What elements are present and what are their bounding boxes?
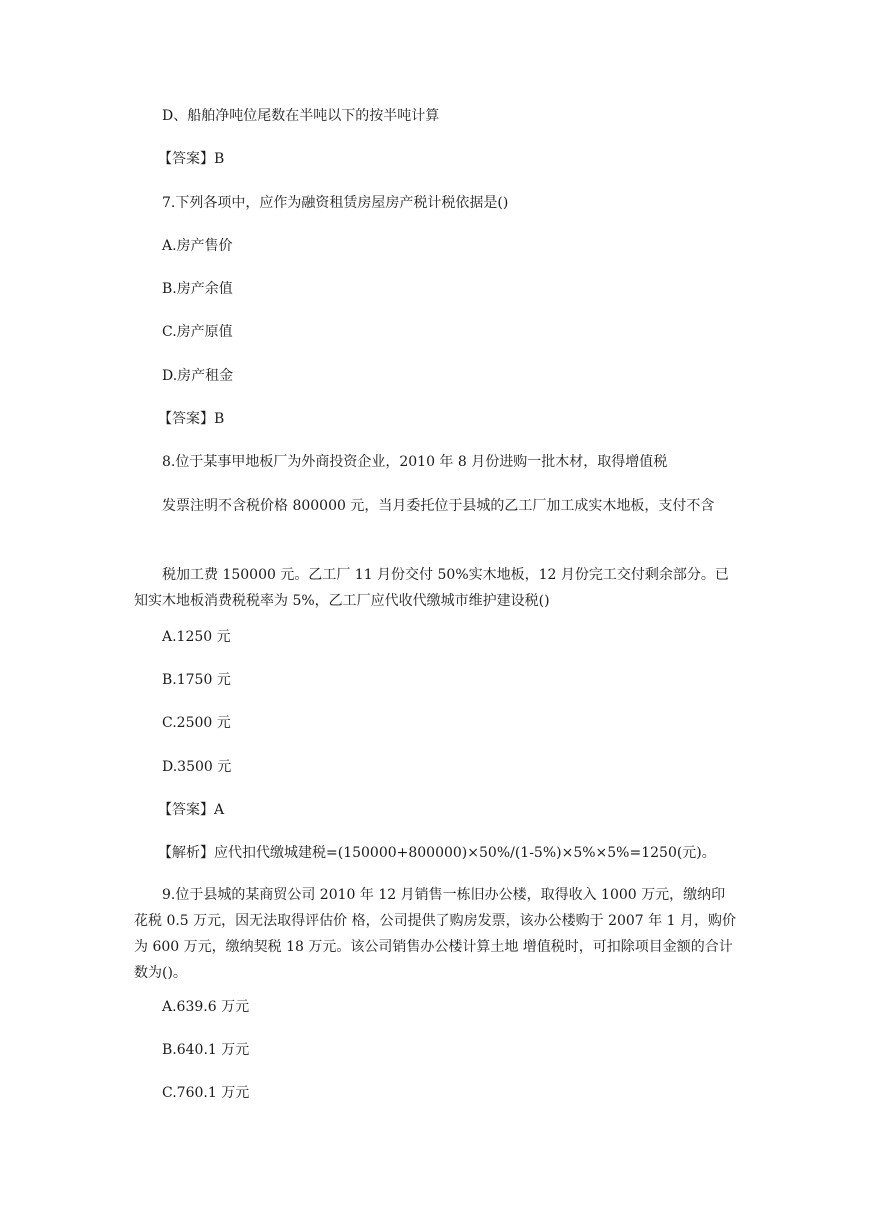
q8-option-c: C.2500 元: [162, 715, 231, 731]
q9-stem: 9.位于县城的某商贸公司 2010 年 12 月销售一栋旧办公楼，取得收入 1000 万元，缴纳印花税 0.5 万元，因无法取得评估价 格，公司提供了购房发票，该办公楼购于 2007 年 1 月，购价为 600 万元，缴纳契税 18 万元。该公司销售办公楼计算土地 增值税时，可扣除项目金额的合计数为()。: [134, 887, 736, 981]
q8-analysis: 【解析】应代扣代缴城建税=(150000+800000)×50%/(1-5%)×5%×5%=1250(元)。: [158, 845, 716, 861]
q7-option-b: B.房产余值: [162, 281, 233, 297]
q8-stem-para3: 税加工费 150000 元。乙工厂 11 月份交付 50%实木地板，12 月份完工交付剩余部分。已知实木地板消费税税率为 5%，乙工厂应代收代缴城市维护建设税(): [134, 567, 729, 609]
q8-stem-para2: 发票注明不含税价格 800000 元，当月委托位于县城的乙工厂加工成实木地板，支付不含: [162, 498, 715, 514]
q8-answer: 【答案】A: [158, 802, 225, 818]
q8-stem-line1: 8.位于某事甲地板厂为外商投资企业，2010 年 8 月份进购一批木材，取得增值税: [162, 454, 668, 470]
q7-option-a: A.房产售价: [162, 238, 233, 254]
q9-option-a: A.639.6 万元: [162, 999, 250, 1015]
q8-option-a: A.1250 元: [162, 629, 231, 645]
q9-option-c: C.760.1 万元: [162, 1085, 250, 1101]
q7-answer: 【答案】B: [158, 411, 225, 427]
q8-option-d: D.3500 元: [162, 759, 232, 775]
q7-option-d: D.房产租金: [162, 368, 234, 384]
q7-stem: 7.下列各项中，应作为融资租赁房屋房产税计税依据是(): [162, 195, 509, 211]
q6-answer: 【答案】B: [158, 151, 225, 167]
q8-option-b: B.1750 元: [162, 672, 231, 688]
q7-option-c: C.房产原值: [162, 324, 233, 340]
q6-option-d: D、船舶净吨位尾数在半吨以下的按半吨计算: [162, 108, 440, 124]
q9-option-b: B.640.1 万元: [162, 1042, 250, 1058]
